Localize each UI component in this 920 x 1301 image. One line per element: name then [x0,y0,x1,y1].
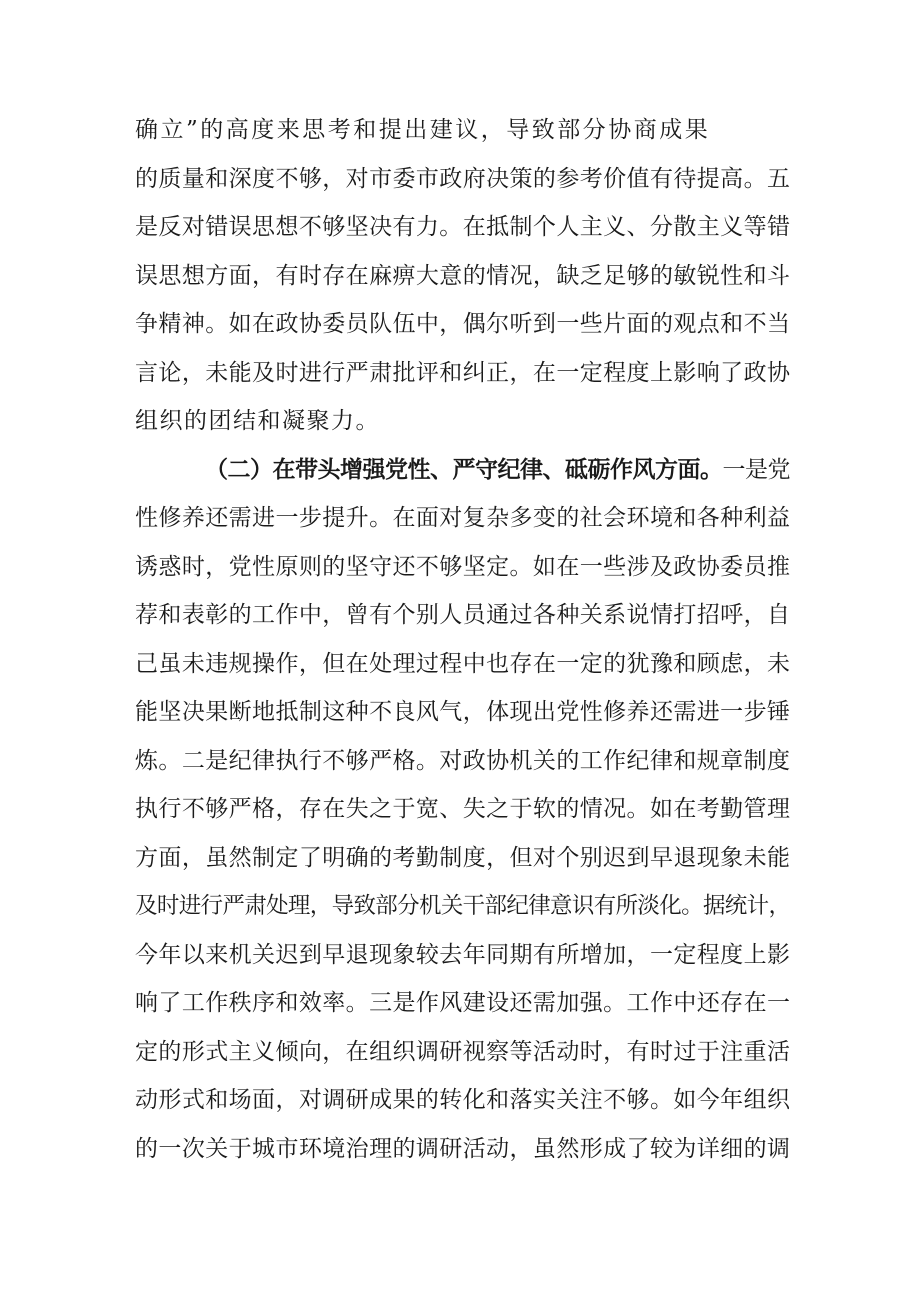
text-line-6: 言论，未能及时进行严肃批评和纠正，在一定程度上影响了政协 [135,359,790,386]
text-line-13: 能坚决果断地抵制这种不良风气，体现出党性修养还需进一步锤 [135,699,790,725]
text-line-5: 争精神。如在政协委员队伍中，偶尔听到一些片面的观点和不当 [135,311,790,337]
text-line-19: 响了工作秩序和效率。三是作风建设还需加强。工作中还存在一 [135,990,790,1016]
section-heading-line [135,446,790,495]
text-line-15: 执行不够严格，存在失之于宽、失之于软的情况。如在考勤管理 [135,796,790,822]
text-line-9: 性修养还需进一步提升。在面对复杂多变的社会环境和各种利益 [135,505,790,531]
text-line-14: 炼。二是纪律执行不够严格。对政协机关的工作纪律和规章制度 [135,747,790,774]
section-heading: （二）在带头增强党性、严守纪律、砥砺作风方面。 [205,456,723,483]
text-line-2: 的质量和深度不够，对市委市政府决策的参考价值有待提高。五 [135,165,790,192]
document-body [135,106,790,1173]
heading-line-text: 一是党 [722,456,790,483]
text-line-21: 动形式和场面，对调研成果的转化和落实关注不够。如今年组织 [135,1087,790,1113]
text-line-11: 荐和表彰的工作中，曾有个别人员通过各种关系说情打招呼，自 [135,602,790,628]
text-line-20: 定的形式主义倾向，在组织调研视察等活动时，有时过于注重活 [135,1038,790,1065]
text-line-12: 己虽未违规操作，但在处理过程中也存在一定的犹豫和顾虑，未 [135,650,790,677]
text-line-22: 的一次关于城市环境治理的调研活动，虽然形成了较为详细的调 [135,1135,790,1162]
text-line-16: 方面，虽然制定了明确的考勤制度，但对个别迟到早退现象未能 [135,844,790,871]
text-line-1: 确立”的高度来思考和提出建议，导致部分协商成果 [135,117,711,143]
text-line-10: 诱惑时，党性原则的坚守还不够坚定。如在一些涉及政协委员推 [135,553,790,580]
text-line-4: 误思想方面，有时存在麻痹大意的情况，缺乏足够的敏锐性和斗 [135,262,790,289]
text-line-18: 今年以来机关迟到早退现象较去年同期有所增加，一定程度上影 [135,941,790,968]
text-line-3: 是反对错误思想不够坚决有力。在抵制个人主义、分散主义等错 [135,214,790,240]
text-line-7: 组织的团结和凝聚力。 [135,408,380,434]
text-line-17: 及时进行严肃处理，导致部分机关干部纪律意识有所淡化。据统计， [135,893,790,919]
